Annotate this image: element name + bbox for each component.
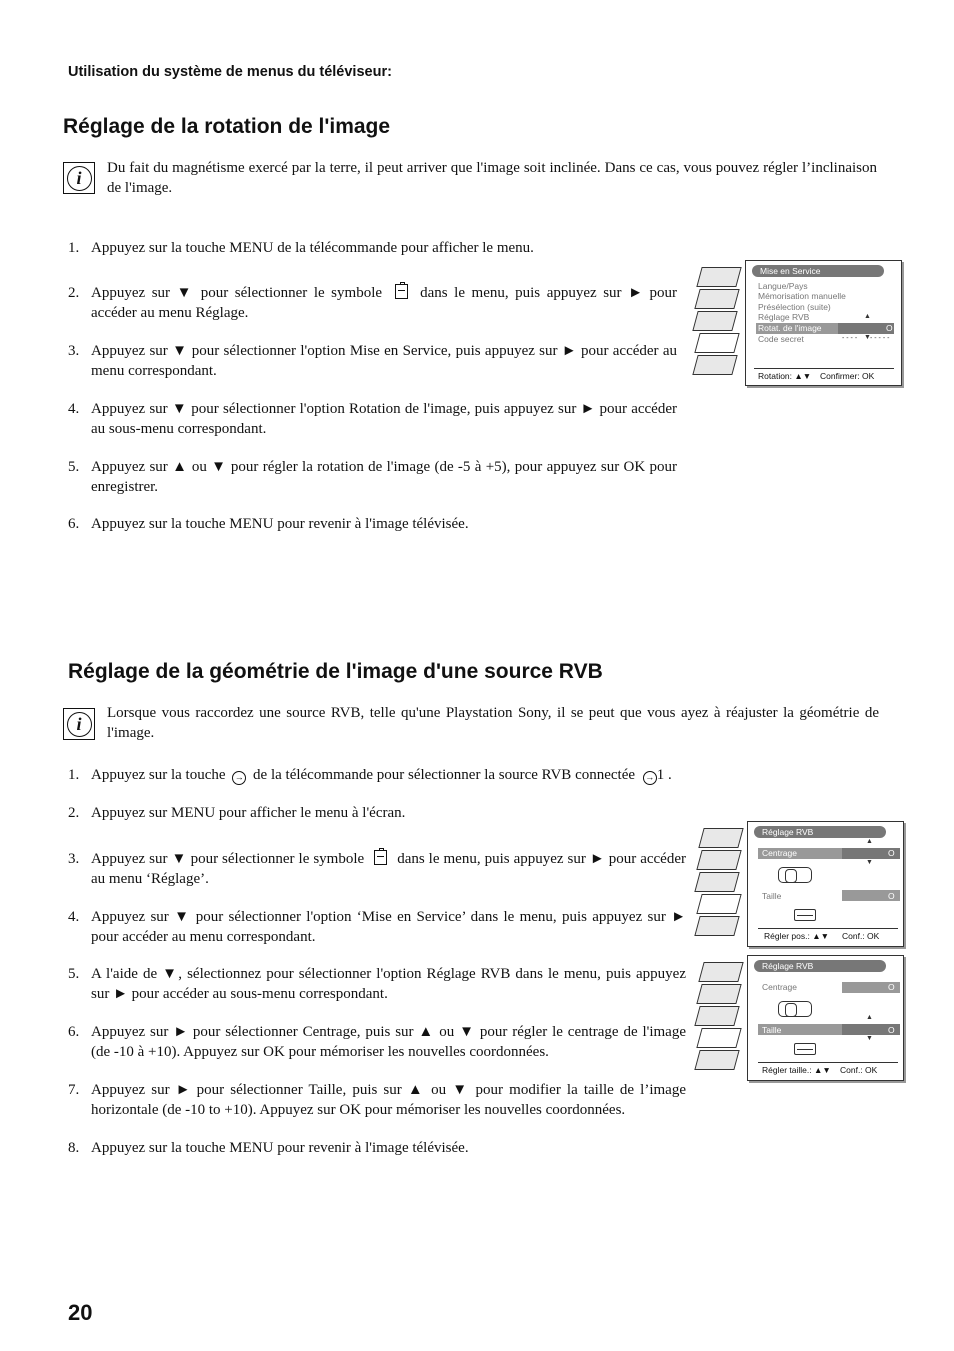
value-marker: O <box>888 982 895 992</box>
footer-left: Régler pos.: ▲▼ <box>764 931 830 941</box>
sound-tab-icon <box>696 850 741 870</box>
menu-item-selected: Centrage <box>762 848 797 858</box>
up-arrow-icon: ▲ <box>866 838 873 845</box>
menu-item-selected: Rotat. de l'image <box>758 323 822 333</box>
menu-item-selected: Taille <box>762 1025 782 1035</box>
value-marker: O <box>886 323 893 333</box>
step-item: 6. Appuyez sur ► pour sélectionner Centrage, puis sur ▲ ou ▼ pour régler le centrage de l'image (de -10 à +10). Appuyez sur OK pour mémoriser les nouvelles coordonnées. <box>68 1024 686 1060</box>
down-arrow-icon: ▼ <box>866 1035 873 1042</box>
centre-picture-icon <box>778 1001 812 1017</box>
input-select-icon: → <box>232 771 246 785</box>
section-title-rgb-geometry: Réglage de la géométrie de l'image d'une source RVB <box>68 660 603 683</box>
step-item: 2. Appuyez sur MENU pour afficher le menu à l'écran. <box>68 805 406 821</box>
down-arrow-icon: ▼ <box>864 334 871 341</box>
value-marker: O <box>888 1025 895 1035</box>
footer-right: Confirmer: OK <box>820 371 875 381</box>
up-arrow-icon: ▲ <box>864 313 871 320</box>
value-marker: O <box>888 848 895 858</box>
running-header: Utilisation du système de menus du téléviseur: <box>68 64 392 80</box>
footer-left: Rotation: ▲▼ <box>758 371 812 381</box>
features-tab-icon <box>694 1006 739 1026</box>
step-item: 5. A l'aide de ▼, sélectionnez pour sélectionner l'option Réglage RVB dans le menu, puis appuyez sur ► pour accéder au sous-menu correspondant. <box>68 966 686 1002</box>
features-tab-icon <box>692 311 737 331</box>
sound-tab-icon <box>694 289 739 309</box>
step-item: 6. Appuyez sur la touche MENU pour revenir à l'image télévisée. <box>68 516 469 532</box>
step-item: 4. Appuyez sur ▼ pour sélectionner l'option ‘Mise en Service’ dans le menu, puis appuyez sur ► pour accéder au menu correspondant. <box>68 909 686 945</box>
screen-title: Réglage RVB <box>754 826 886 838</box>
menu-item: Présélection (suite) <box>758 302 831 312</box>
info-icon: i <box>63 162 95 194</box>
info-note: Lorsque vous raccordez une source RVB, telle qu'une Playstation Sony, il se peut que vous ayez à réajuster la géométrie de l'image. <box>107 705 879 741</box>
info-note: Du fait du magnétisme exercé par la terre, il peut arriver que l'image soit inclinée. Dans ce cas, vous pouvez régler l’inclinaison de l'image. <box>107 160 877 196</box>
menu-item: Code secret <box>758 334 804 344</box>
setup-tab-icon <box>696 894 741 914</box>
centre-picture-icon <box>778 867 812 883</box>
input-source-icon: → <box>643 771 657 785</box>
sound-tab-icon <box>696 984 741 1004</box>
menu-item: Langue/Pays <box>758 281 808 291</box>
menu-item: Réglage RVB <box>758 312 810 322</box>
info-icon: i <box>63 708 95 740</box>
step-item: 3. Appuyez sur ▼ pour sélectionner le symbole dans le menu, puis appuyez sur ► pour accéder au menu ‘Réglage’. <box>91 849 686 889</box>
size-picture-icon <box>794 909 816 921</box>
footer-right: Conf.: OK <box>842 931 880 941</box>
section-title-rotation: Réglage de la rotation de l'image <box>63 115 391 138</box>
up-arrow-icon: ▲ <box>866 1014 873 1021</box>
setup-tab-icon <box>696 1028 741 1048</box>
step-item: 1. Appuyez sur la touche MENU de la télécommande pour afficher le menu. <box>68 240 534 256</box>
preset-tab-icon <box>692 355 737 375</box>
picture-tab-icon <box>696 267 741 287</box>
step-item: 3. Appuyez sur ▼ pour sélectionner l'option Mise en Service, puis appuyez sur ► pour accéder au menu correspondant. <box>68 343 677 379</box>
tv-menu-screen-centrage <box>695 820 905 948</box>
step-item: 7. Appuyez sur ► pour sélectionner Taille, puis sur ▲ ou ▼ pour modifier la taille de l’image horizontale (de -10 to +10). Appuyez sur OK pour mémoriser les nouvelles coordonnées. <box>68 1082 686 1118</box>
step-item: 5. Appuyez sur ▲ ou ▼ pour régler la rotation de l'image (de -5 à +5), pour appuyez sur OK pour enregistrer. <box>68 459 677 495</box>
picture-tab-icon <box>698 828 743 848</box>
page-number: 20 <box>68 1300 93 1325</box>
menu-item: Taille <box>762 891 782 901</box>
step-item: 8. Appuyez sur la touche MENU pour revenir à l'image télévisée. <box>68 1140 469 1156</box>
down-arrow-icon: ▼ <box>866 859 873 866</box>
value-marker: O <box>888 891 895 901</box>
menu-item: Centrage <box>762 982 797 992</box>
code-field: - - - - <box>842 335 858 342</box>
screen-title: Mise en Service <box>752 265 884 277</box>
setup-symbol-icon <box>395 284 408 299</box>
tv-menu-screen-rotation <box>693 259 903 387</box>
preset-tab-icon <box>694 1050 739 1070</box>
features-tab-icon <box>694 872 739 892</box>
size-picture-icon <box>794 1043 816 1055</box>
step-item: 1. Appuyez sur la touche → de la télécommande pour sélectionner la source RVB connectée → 1 . <box>68 767 672 783</box>
preset-tab-icon <box>694 916 739 936</box>
setup-symbol-icon <box>374 850 387 865</box>
setup-tab-icon <box>694 333 739 353</box>
menu-item: Mémorisation manuelle <box>758 291 846 301</box>
code-field: - - - - - <box>870 335 890 342</box>
footer-left: Régler taille.: ▲▼ <box>762 1065 831 1075</box>
step-item: 2. Appuyez sur ▼ pour sélectionner le symbole dans le menu, puis appuyez sur ► pour accéder au menu Réglage. <box>91 283 677 323</box>
tv-menu-screen-taille <box>695 954 905 1082</box>
screen-title: Réglage RVB <box>754 960 886 972</box>
picture-tab-icon <box>698 962 743 982</box>
step-item: 4. Appuyez sur ▼ pour sélectionner l'option Rotation de l'image, puis appuyez sur ► pour accéder au sous-menu correspondant. <box>68 401 677 437</box>
footer-right: Conf.: OK <box>840 1065 878 1075</box>
